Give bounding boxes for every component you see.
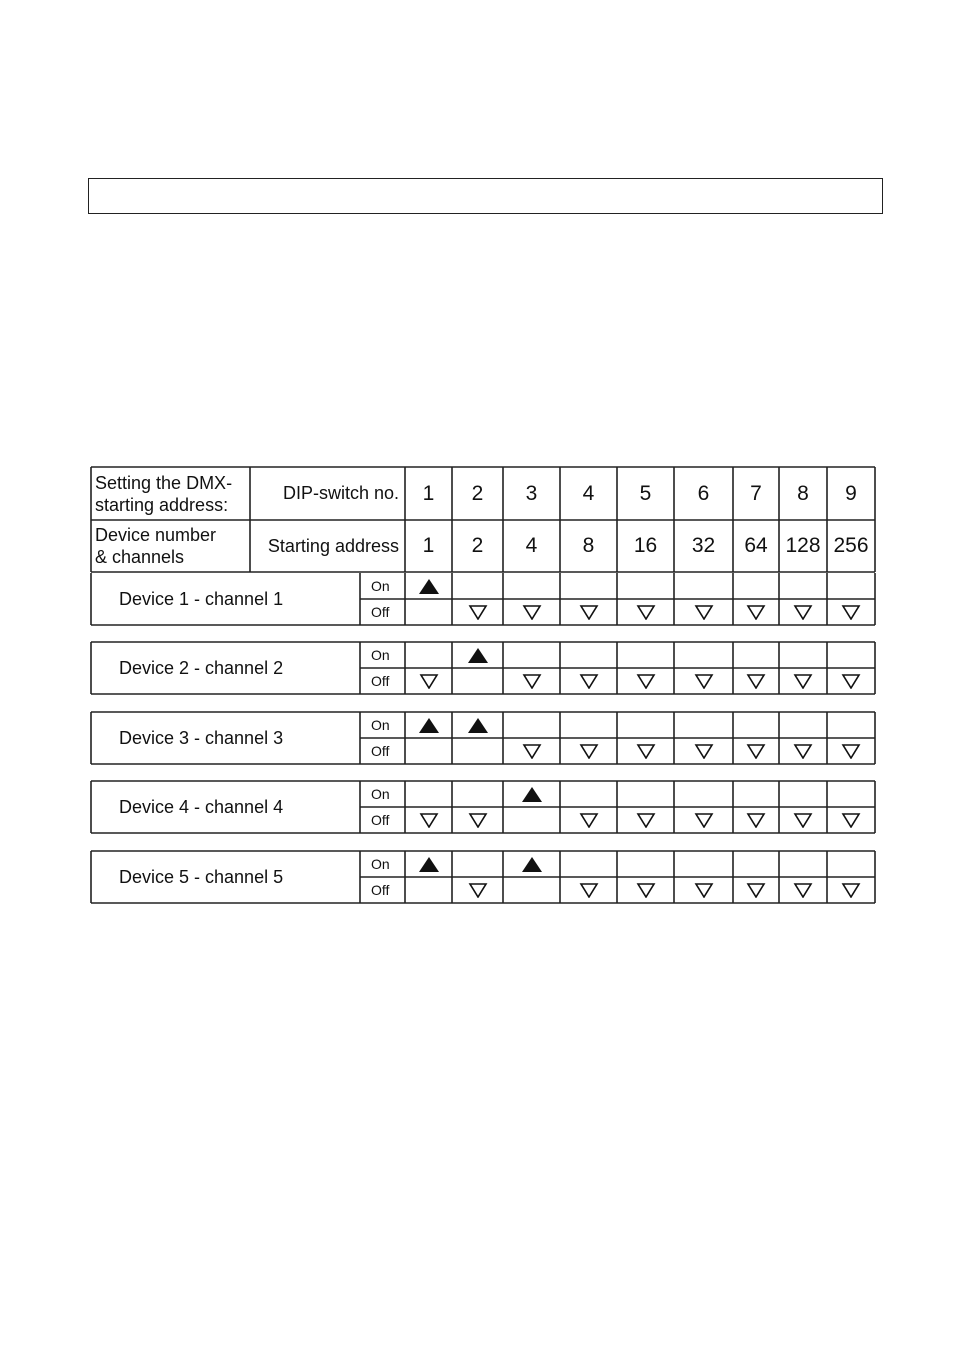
- on-label: On: [371, 647, 390, 663]
- switch-off-icon: [617, 877, 674, 903]
- dip-switch-number: 5: [639, 481, 652, 505]
- switch-on-icon: [452, 642, 503, 668]
- outline-triangle-down-icon: [579, 673, 599, 689]
- on-label: On: [371, 856, 390, 872]
- switch-on-icon: [503, 851, 560, 877]
- switch-off-icon: [405, 668, 452, 694]
- filled-triangle-up-icon: [419, 579, 439, 594]
- switch-off-icon: [779, 877, 827, 903]
- device-channels-label: Device number & channels: [95, 525, 217, 567]
- outline-triangle-down-icon: [522, 743, 542, 759]
- switch-on-icon: [452, 712, 503, 738]
- starting-address-value: 128: [785, 534, 821, 557]
- dip-switch-number: 3: [525, 481, 538, 505]
- switch-off-icon: [503, 668, 560, 694]
- switch-off-icon: [779, 599, 827, 625]
- device-label: Device 5 - channel 5: [119, 866, 284, 887]
- outline-triangle-down-icon: [746, 882, 766, 898]
- outline-triangle-down-icon: [694, 743, 714, 759]
- switch-on-icon: [405, 712, 452, 738]
- outline-triangle-down-icon: [579, 812, 599, 828]
- switch-off-icon: [779, 668, 827, 694]
- filled-triangle-up-icon: [522, 857, 542, 872]
- device-label: Device 1 - channel 1: [119, 588, 284, 609]
- switch-off-icon: [617, 807, 674, 833]
- dip-switch-number: 4: [582, 481, 595, 505]
- switch-off-icon: [733, 668, 779, 694]
- switch-off-icon: [560, 668, 617, 694]
- starting-address-value: 64: [744, 534, 768, 557]
- outline-triangle-down-icon: [793, 882, 813, 898]
- dip-switch-number: 8: [797, 481, 809, 505]
- dip-switch-number: 6: [697, 481, 710, 505]
- outline-triangle-down-icon: [746, 604, 766, 620]
- switch-off-icon: [779, 738, 827, 764]
- starting-address-label: Starting address: [267, 535, 399, 556]
- switch-off-icon: [827, 877, 875, 903]
- switch-off-icon: [503, 599, 560, 625]
- switch-off-icon: [827, 807, 875, 833]
- switch-off-icon: [674, 738, 733, 764]
- starting-address-value: 256: [833, 534, 869, 557]
- filled-triangle-up-icon: [468, 648, 488, 663]
- filled-triangle-up-icon: [468, 718, 488, 733]
- outline-triangle-down-icon: [579, 882, 599, 898]
- outline-triangle-down-icon: [793, 604, 813, 620]
- off-label: Off: [371, 743, 390, 759]
- outline-triangle-down-icon: [841, 812, 861, 828]
- outline-triangle-down-icon: [419, 673, 439, 689]
- switch-off-icon: [733, 599, 779, 625]
- outline-triangle-down-icon: [579, 743, 599, 759]
- dip-switch-number: 7: [750, 481, 762, 505]
- switch-off-icon: [674, 668, 733, 694]
- outline-triangle-down-icon: [636, 604, 656, 620]
- outline-triangle-down-icon: [636, 673, 656, 689]
- switch-off-icon: [560, 807, 617, 833]
- starting-address-value: 2: [471, 534, 484, 557]
- switch-off-icon: [674, 807, 733, 833]
- outline-triangle-down-icon: [636, 882, 656, 898]
- off-label: Off: [371, 673, 390, 689]
- outline-triangle-down-icon: [793, 673, 813, 689]
- off-label: Off: [371, 882, 390, 898]
- outline-triangle-down-icon: [793, 812, 813, 828]
- filled-triangle-up-icon: [419, 857, 439, 872]
- switch-off-icon: [779, 807, 827, 833]
- outline-triangle-down-icon: [746, 673, 766, 689]
- off-label: Off: [371, 812, 390, 828]
- switch-on-icon: [503, 781, 560, 807]
- switch-off-icon: [733, 738, 779, 764]
- starting-address-value: 8: [582, 534, 595, 557]
- outline-triangle-down-icon: [694, 882, 714, 898]
- switch-on-icon: [405, 851, 452, 877]
- switch-off-icon: [733, 807, 779, 833]
- outline-triangle-down-icon: [579, 604, 599, 620]
- switch-off-icon: [452, 877, 503, 903]
- switch-off-icon: [827, 668, 875, 694]
- dip-switch-label: DIP-switch no.: [282, 483, 399, 503]
- outline-triangle-down-icon: [694, 812, 714, 828]
- switch-off-icon: [560, 877, 617, 903]
- outline-triangle-down-icon: [793, 743, 813, 759]
- off-label: Off: [371, 604, 390, 620]
- on-label: On: [371, 717, 390, 733]
- on-label: On: [371, 578, 390, 594]
- outline-triangle-down-icon: [694, 604, 714, 620]
- outline-triangle-down-icon: [746, 812, 766, 828]
- switch-off-icon: [617, 668, 674, 694]
- dip-switch-number: 9: [845, 481, 857, 505]
- outline-triangle-down-icon: [419, 812, 439, 828]
- outline-triangle-down-icon: [694, 673, 714, 689]
- setting-dmx-label: Setting the DMX- starting address:: [95, 472, 233, 515]
- filled-triangle-up-icon: [419, 718, 439, 733]
- outline-triangle-down-icon: [841, 673, 861, 689]
- switch-off-icon: [503, 738, 560, 764]
- starting-address-value: 32: [691, 534, 716, 557]
- switch-off-icon: [452, 807, 503, 833]
- outline-triangle-down-icon: [746, 743, 766, 759]
- on-label: On: [371, 786, 390, 802]
- switch-off-icon: [560, 599, 617, 625]
- dip-switch-number: 2: [471, 481, 484, 505]
- switch-off-icon: [674, 877, 733, 903]
- outline-triangle-down-icon: [468, 604, 488, 620]
- switch-off-icon: [617, 738, 674, 764]
- switch-off-icon: [452, 599, 503, 625]
- starting-address-value: 4: [525, 534, 538, 557]
- device-label: Device 3 - channel 3: [119, 727, 284, 748]
- outline-triangle-down-icon: [522, 604, 542, 620]
- switch-off-icon: [674, 599, 733, 625]
- outline-triangle-down-icon: [468, 882, 488, 898]
- device-label: Device 4 - channel 4: [119, 796, 284, 817]
- switch-off-icon: [733, 877, 779, 903]
- filled-triangle-up-icon: [522, 787, 542, 802]
- outline-triangle-down-icon: [636, 812, 656, 828]
- starting-address-value: 1: [422, 534, 435, 557]
- outline-triangle-down-icon: [841, 882, 861, 898]
- outline-triangle-down-icon: [841, 604, 861, 620]
- outline-triangle-down-icon: [841, 743, 861, 759]
- empty-box: [88, 178, 883, 214]
- switch-off-icon: [617, 599, 674, 625]
- switch-off-icon: [405, 807, 452, 833]
- outline-triangle-down-icon: [636, 743, 656, 759]
- switch-off-icon: [827, 738, 875, 764]
- switch-on-icon: [405, 573, 452, 599]
- dip-switch-number: 1: [422, 481, 435, 505]
- starting-address-value: 16: [633, 534, 658, 557]
- switch-off-icon: [560, 738, 617, 764]
- outline-triangle-down-icon: [522, 673, 542, 689]
- device-label: Device 2 - channel 2: [119, 657, 284, 678]
- switch-off-icon: [827, 599, 875, 625]
- outline-triangle-down-icon: [468, 812, 488, 828]
